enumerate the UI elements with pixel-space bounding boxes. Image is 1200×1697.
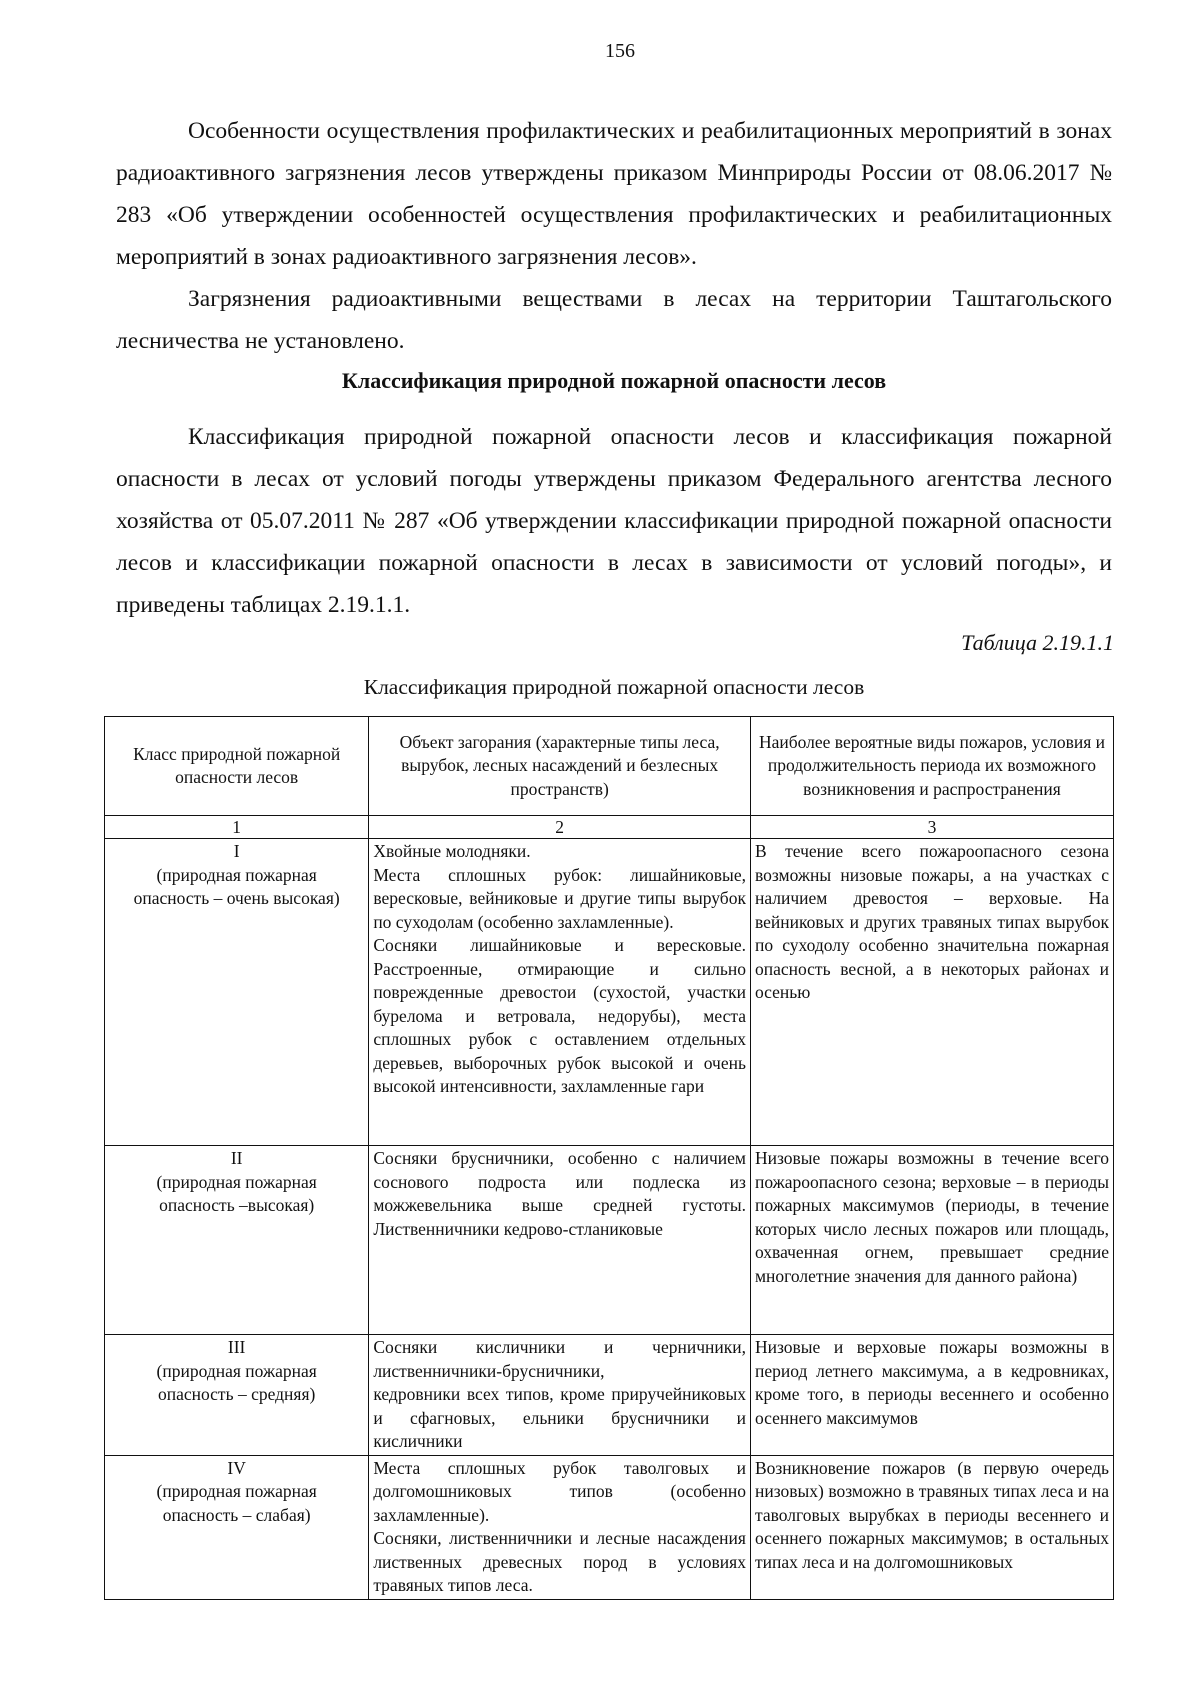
header-object: Объект загорания (характерные типы леса, вырубок, лесных насаждений и безлесных пространств)	[369, 717, 751, 816]
object-cell	[369, 1335, 751, 1456]
header-fires: Наиболее вероятные виды пожаров, условия и продолжительность периода их возможного возникновения и распространения	[750, 717, 1113, 816]
column-number-row	[105, 816, 1114, 839]
paragraph-contamination-status: Загрязнения радиоактивными веществами в лесах на территории Таштагольского лесничества не установлено.	[116, 286, 1112, 354]
class-description: (природная пожарная	[156, 1360, 317, 1381]
table-row	[105, 1335, 1114, 1456]
paragraph-radioactive-measures: Особенности осуществления профилактических и реабилитационных мероприятий в зонах радиоактивного загрязнения лесов утверждены приказом Минприроды России от 08.06.2017 № 283 «Об утверждении особенностей осуществления профилактических и реабилитационных мероприятий в зонах радиоактивного загрязнения лесов».	[116, 118, 1112, 270]
class-description: опасность –высокая)	[159, 1195, 315, 1215]
class-cell	[105, 1146, 369, 1335]
header-class: Класс природной пожарной опасности лесов	[105, 717, 369, 816]
paragraph-fire-classification: Классификация природной пожарной опасности лесов и классификация пожарной опасности в лесах от условий погоды утверждены приказом Федерального агентства лесного хозяйства от 05.07.2011 № 287 «Об утверждении классификации природной пожарной опасности лесов и классификации пожарной опасности в лесах в зависимости от условий погоды», и приведены таблицах 2.19.1.1.	[116, 424, 1112, 618]
class-description: (природная пожарная	[156, 1171, 317, 1192]
class-description: опасность – средняя)	[157, 1384, 316, 1404]
fire-danger-table	[104, 716, 1114, 1600]
object-text: Сосняки лишайниковые и вересковые. Расстроенные, отмирающие и сильно поврежденные древостои (сухостой, участки бурелома и ветровала, недорубы), места сплошных рубок с оставлением отдельных деревьев, выборочных рубок высокой и очень высокой интенсивности, захламленные гари	[373, 935, 746, 1096]
fires-cell: Низовые пожары возможны в течение всего пожароопасного сезона; верховые – в периоды пожарных максимумов (периоды, в течение которых число лесных пожаров или площадь, охваченная огнем, превышает средние многолетние значения для данного района)	[750, 1146, 1113, 1335]
class-numeral: IV	[227, 1457, 246, 1478]
class-cell	[105, 839, 369, 1146]
class-numeral: II	[230, 1148, 243, 1168]
column-number: 2	[369, 816, 751, 839]
class-cell	[105, 1455, 369, 1599]
fires-cell: В течение всего пожароопасного сезона возможны низовые пожары, а на участках с наличием древостоя – верховые. На вейниковых и других травяных типах вырубок по суходолу особенно значительна пожарная опасность весной, а в некоторых районах и осенью	[750, 839, 1113, 1146]
object-text: кедровники всех типов, кроме приручейниковых и сфагновых, ельники брусничники и кисличники	[373, 1384, 746, 1451]
class-description: (природная пожарная	[156, 1481, 317, 1501]
class-description: (природная пожарная	[156, 864, 317, 885]
table-row	[105, 839, 1114, 1146]
class-numeral: III	[227, 1337, 246, 1357]
table-header-row	[105, 717, 1114, 816]
table-row	[105, 1146, 1114, 1335]
class-description: опасность – слабая)	[162, 1504, 311, 1525]
section-heading: Классификация природной пожарной опасности лесов	[341, 368, 887, 393]
table-title: Классификация природной пожарной опасности лесов	[363, 675, 865, 699]
page-number: 156	[605, 40, 635, 62]
object-cell	[369, 839, 751, 1146]
table-label: Таблица 2.19.1.1	[961, 630, 1114, 655]
table-row	[105, 1455, 1114, 1599]
object-text: Хвойные молодняки.	[373, 841, 531, 861]
object-text: Места сплошных рубок: лишайниковые, вересковые, вейниковые и другие типы вырубок по суходолам (особенно захламленные).	[373, 864, 746, 932]
class-description: опасность – очень высокая)	[133, 888, 340, 908]
class-numeral: I	[233, 841, 240, 861]
fires-cell: Низовые и верховые пожары возможны в период летнего максимума, а в кедровниках, кроме того, в периоды весеннего и особенно осеннего максимумов	[750, 1335, 1113, 1456]
object-text: Места сплошных рубок таволговых и долгомошниковых типов (особенно захламленные).	[373, 1457, 746, 1525]
object-text: Сосняки, лиственничники и лесные насаждения лиственных древесных пород в условиях травяных типов леса.	[373, 1528, 746, 1595]
object-cell	[369, 1146, 751, 1335]
column-number: 3	[750, 816, 1113, 839]
column-number: 1	[105, 816, 369, 839]
object-text: Сосняки кисличники и черничники, лиственничники-брусничники,	[373, 1337, 746, 1381]
class-cell	[105, 1335, 369, 1456]
fires-cell: Возникновение пожаров (в первую очередь низовых) возможно в травяных типах леса и на таволговых вырубках в периоды весеннего и осеннего пожарных максимумов; в остальных типах леса и на долгомошниковых	[750, 1455, 1113, 1599]
object-cell	[369, 1455, 751, 1599]
object-text: Сосняки брусничники, особенно с наличием соснового подроста или подлеска из можжевельника выше средней густоты. Лиственничники кедрово-стланиковые	[373, 1148, 746, 1239]
